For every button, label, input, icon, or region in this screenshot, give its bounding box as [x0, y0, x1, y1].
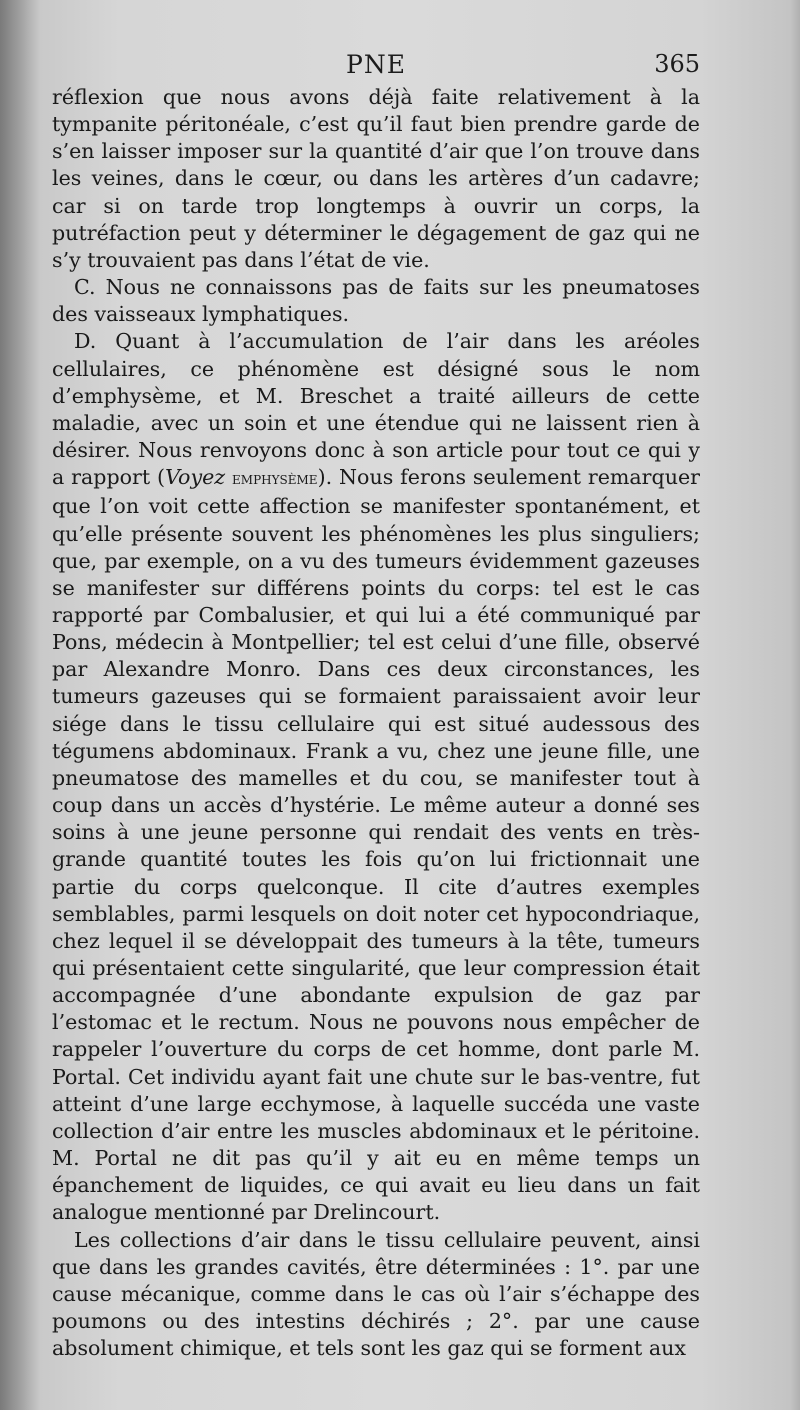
page-number: 365: [654, 50, 700, 78]
body-text: [52, 84, 700, 1362]
cross-reference: emphysème: [232, 469, 318, 490]
paragraph-3-part-a: D. Quant à l’accumulation de l’air dans les aréoles cellulaires, ce phénomène est désigné sous le nom d’emphysème, et M. Breschet a traité ailleurs de cette maladie, avec un soin et une étendue qui ne laissent rien à désirer. Nous renvoyons donc à son article pour tout ce qui y a rapport (: [52, 329, 700, 490]
paragraph-3-part-b: ). Nous ferons seulement remarquer que l’on voit cette affection se manifester spontanément, et qu’elle présente souvent les phénomènes les plus singuliers; que, par exemple, on a vu des tumeurs évidemment gazeuses se manifester sur différens points du corps: tel est le cas rapporté par Combalusier, et qui lui a été communiqué par Pons, médecin à Montpellier; tel est celui d’une fille, observé par Alexandre Monro. Dans ces deux circonstances, les tumeurs gazeuses qui se formaient paraissaient avoir leur siége dans le tissu cellulaire qui est situé audessous des tégumens abdominaux. Frank a vu, chez une jeune fille, une pneumatose des mamelles et du cou, se manifester tout à coup dans un accès d’hystérie. Le même auteur a donné ses soins à une jeune personne qui rendait des vents en très-grande quantité toutes les fois qu’on lui frictionnait une partie du corps quelconque. Il cite d’autres exemples semblables, parmi lesquels on doit noter cet hypocondriaque, chez lequel il se développait des tumeurs à la tête, tumeurs qui présentaient cette singularité, que leur compression était accompagnée d’une abondante expulsion de gaz par l’estomac et le rectum. Nous ne pouvons nous empêcher de rappeler l’ouverture du corps de cet homme, dont parle M. Portal. Cet individu ayant fait une chute sur le bas-ventre, fut atteint d’une large ecchymose, à laquelle succéda une vaste collection d’air entre les muscles abdominaux et le péritoine. M. Portal ne dit pas qu’il y ait eu en même temps un épanchement de liquides, ce qui avait eu lieu dans un fait analogue mentionné par Drelincourt.: [52, 465, 701, 1225]
page-header: [52, 50, 700, 84]
voyez-reference: Voyez: [165, 465, 226, 490]
running-head: PNE: [346, 50, 406, 79]
paragraph-1: réflexion que nous avons déjà faite relativement à la tympanite péritonéale, c’est qu’il faut bien prendre garde de s’en laisser imposer sur la quantité d’air que l’on trouve dans les veines, dans le cœur, ou dans les artères d’un cadavre; car si on tarde trop longtemps à ouvrir un corps, la putréfaction peut y déterminer le dégagement de gaz qui ne s’y trouvaient pas dans l’état de vie.: [52, 85, 700, 272]
paragraph-3: [52, 328, 700, 1226]
paragraph-4: Les collections d’air dans le tissu cellulaire peuvent, ainsi que dans les grandes cavités, être déterminées : 1°. par une cause mécanique, comme dans le cas où l’air s’échappe des poumons ou des intestins déchirés ; 2°. par une cause absolument chimique, et tels sont les gaz qui se forment aux: [52, 1227, 700, 1361]
paragraph-2: C. Nous ne connaissons pas de faits sur les pneumatoses des vaisseaux lymphatiques.: [52, 275, 700, 327]
